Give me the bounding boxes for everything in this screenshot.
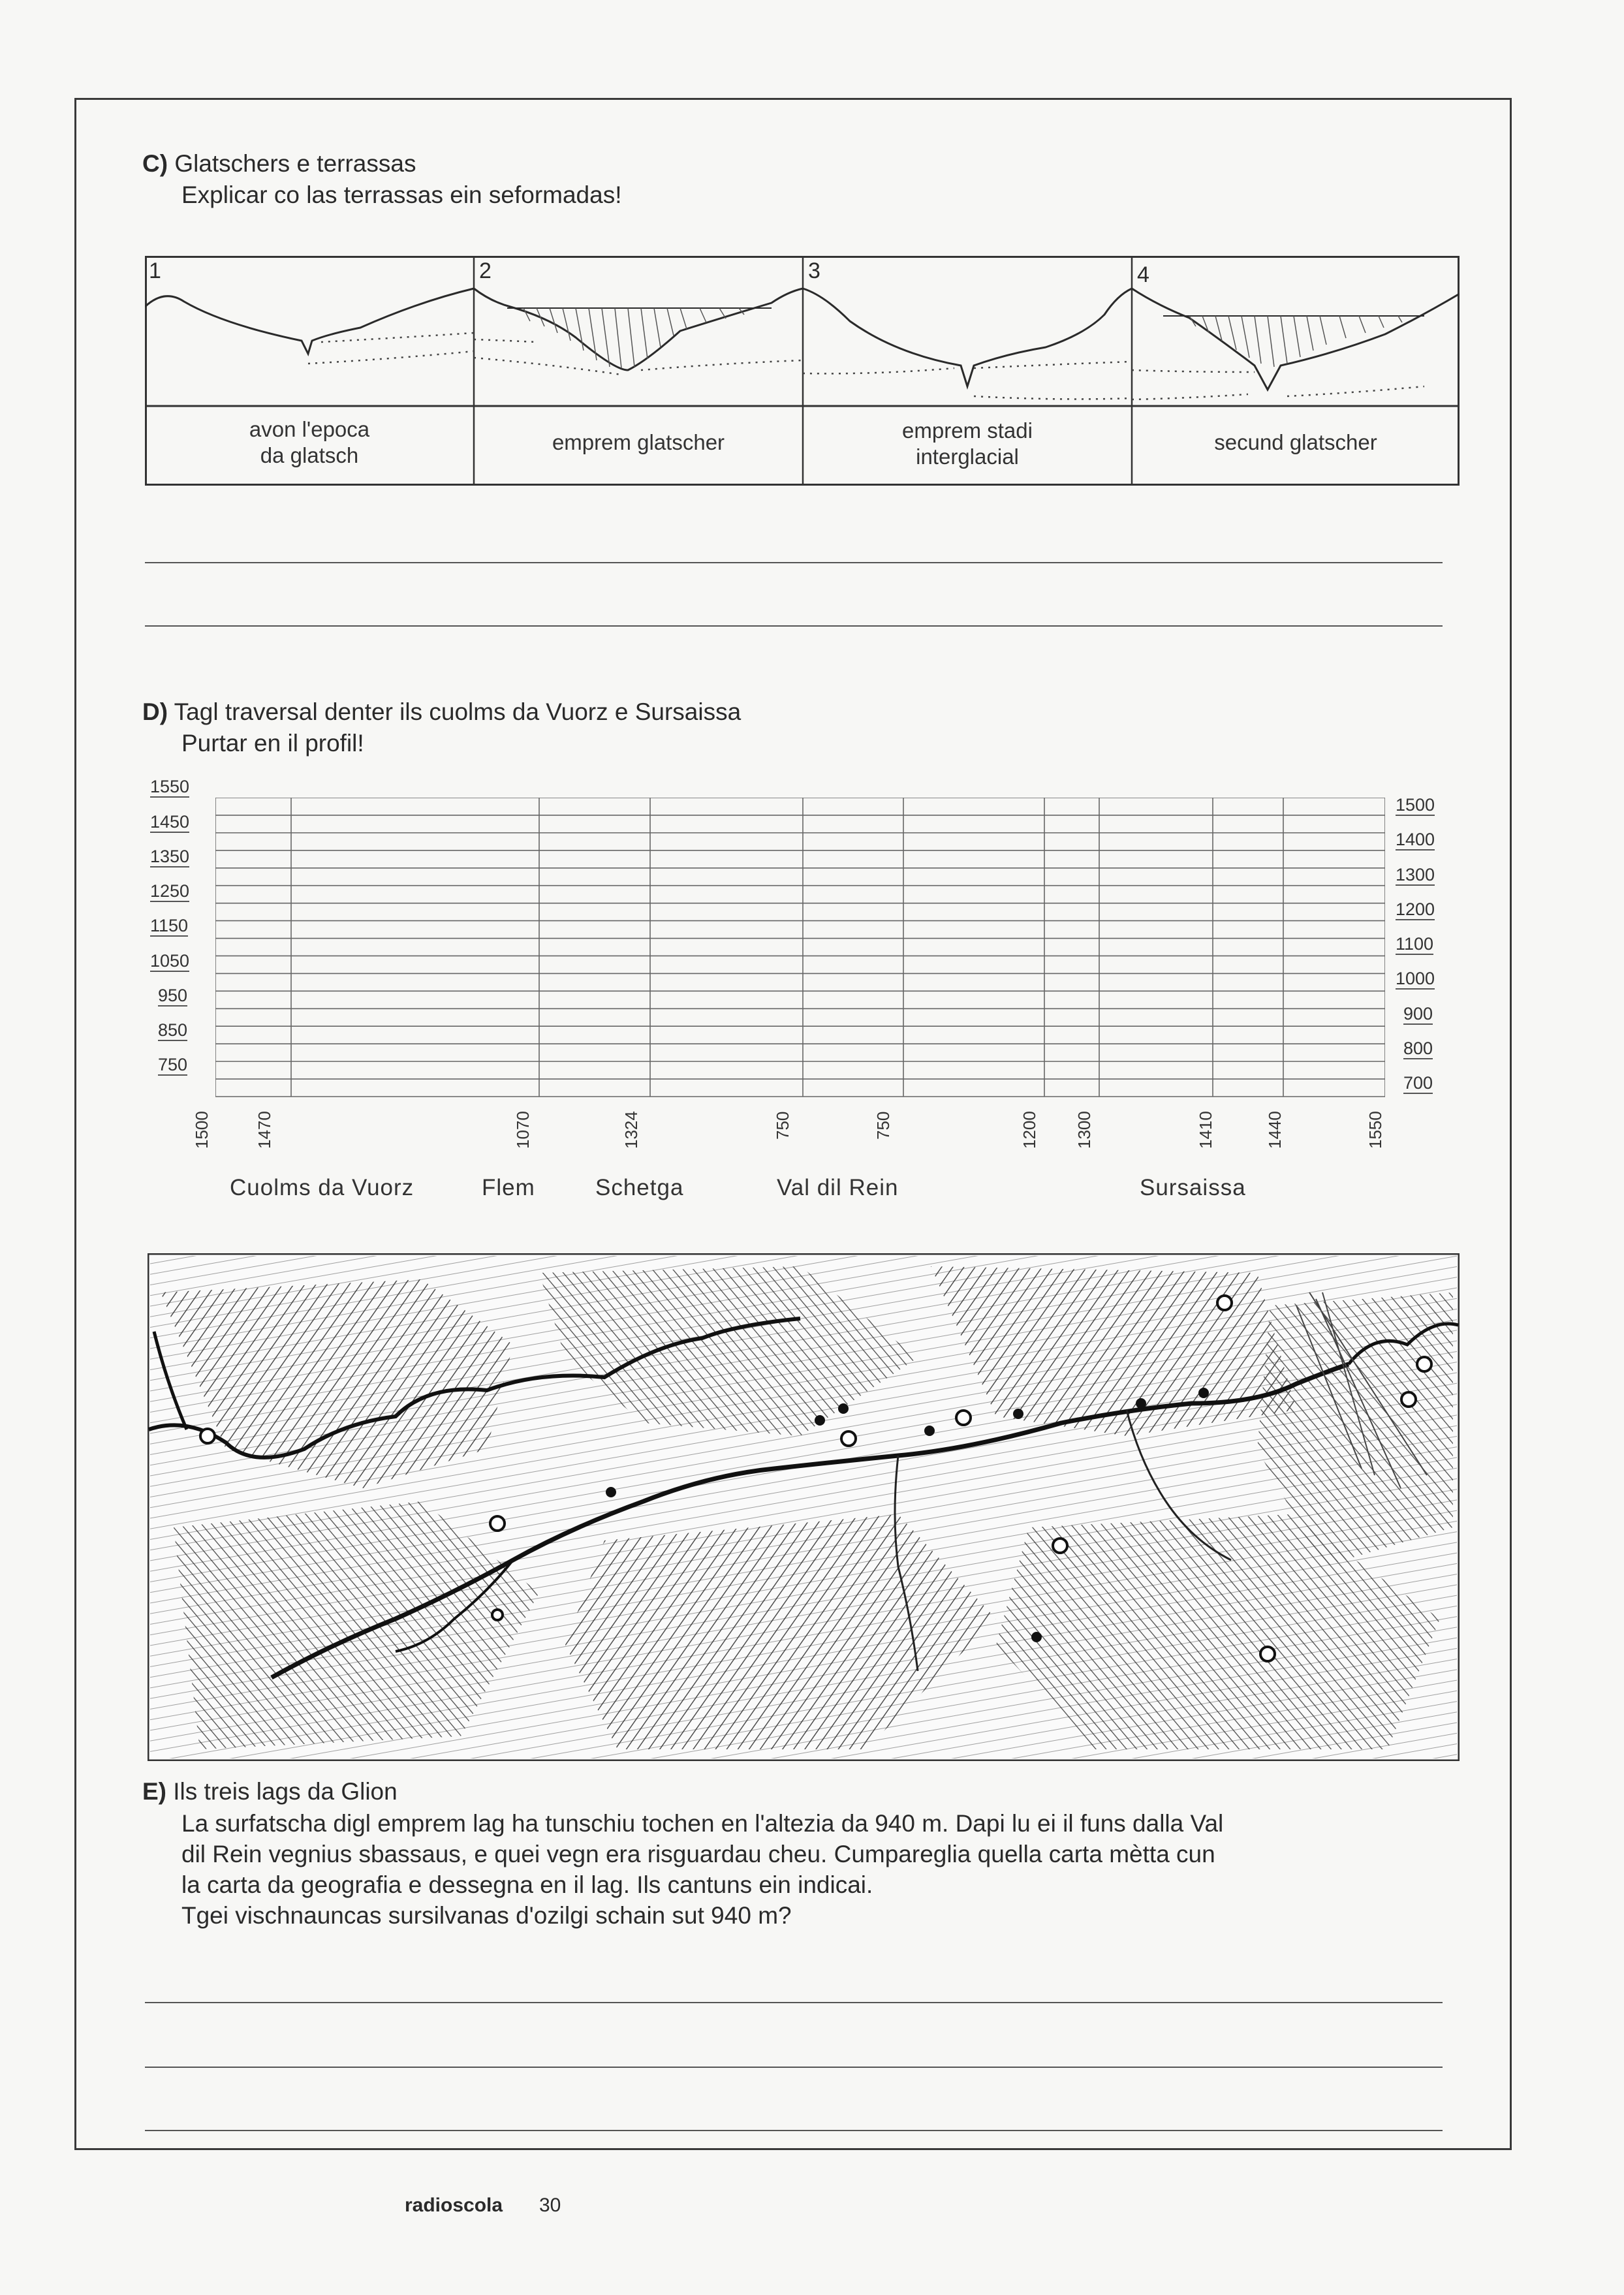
panel-3-number: 3 — [808, 258, 820, 283]
section-e-text-line: la carta da geografia e dessegna en il lag. Ils cantuns ein indicai. — [181, 1871, 873, 1898]
panel-4-caption: secund glatscher — [1214, 430, 1377, 454]
section-e-text-line: dil Rein vegnius sbassaus, e quei vegn era risguardau cheu. Cumpareglia quella carta mètta cun — [181, 1841, 1215, 1867]
section-c-letter: C) — [142, 150, 168, 177]
x-tick-label: 750 — [873, 1111, 893, 1140]
section-e-question: Tgei vischnauncas sursilvanas d'ozilgi schain sut 940 m? — [181, 1902, 792, 1929]
left-axis-label: 850 — [158, 1020, 188, 1040]
x-tick-label: 1410 — [1196, 1111, 1215, 1149]
right-axis-label: 800 — [1403, 1038, 1433, 1058]
section-e-title: Ils treis lags da Glion — [173, 1778, 398, 1805]
answer-line-e-2[interactable] — [145, 2067, 1443, 2068]
right-axis-label: 900 — [1403, 1004, 1433, 1023]
section-d-letter: D) — [142, 698, 168, 725]
place-flem: Flem — [482, 1175, 535, 1200]
x-tick-label: 1440 — [1265, 1111, 1285, 1149]
page-number: 30 — [539, 2194, 561, 2216]
right-axis-label: 1000 — [1396, 969, 1435, 988]
left-axis-label: 750 — [158, 1055, 188, 1074]
panel-1-number: 1 — [149, 258, 161, 283]
answer-line-c-1[interactable] — [145, 562, 1443, 563]
panel-4-number: 4 — [1137, 262, 1149, 287]
section-d-title: Tagl traversal denter ils cuolms da Vuorz e Sursaissa — [174, 698, 742, 725]
x-tick-label: 1070 — [513, 1111, 533, 1149]
relief-map — [148, 1253, 1460, 1761]
left-axis-label: 1050 — [150, 951, 190, 971]
left-axis-label: 1450 — [150, 812, 190, 832]
left-axis-label: 1550 — [150, 777, 190, 796]
x-tick-label: 750 — [773, 1111, 792, 1140]
answer-line-c-2[interactable] — [145, 625, 1443, 627]
left-axis-label: 1250 — [150, 881, 190, 901]
section-c-instruction: Explicar co las terrassas ein seformadas! — [181, 181, 622, 208]
right-axis-label: 1400 — [1396, 830, 1435, 849]
right-axis-label: 1200 — [1396, 899, 1435, 919]
x-tick-label: 1550 — [1366, 1111, 1385, 1149]
section-e-heading — [142, 1777, 398, 1807]
left-axis-label: 1350 — [150, 847, 190, 866]
right-axis-label: 700 — [1403, 1073, 1433, 1093]
section-d-instruction: Purtar en il profil! — [181, 730, 364, 757]
x-tick-label: 1324 — [621, 1111, 641, 1149]
glacier-terrace-diagram — [145, 256, 1460, 486]
left-axis-label: 950 — [158, 986, 188, 1005]
panel-2-caption: emprem glatscher — [552, 430, 725, 454]
panel-1-caption: avon l'epoca da glatsch — [249, 417, 370, 467]
place-cuolms-da-vuorz: Cuolms da Vuorz — [230, 1175, 414, 1200]
x-tick-label: 1200 — [1020, 1111, 1039, 1149]
right-axis-label: 1500 — [1396, 795, 1435, 815]
right-axis-label: 1300 — [1396, 865, 1435, 884]
x-tick-label: 1470 — [255, 1111, 274, 1149]
place-sursaissa: Sursaissa — [1140, 1175, 1246, 1200]
panel-3-caption: emprem stadi interglacial — [902, 418, 1033, 469]
section-d-heading — [142, 697, 741, 727]
section-e-text-line: La surfatscha digl emprem lag ha tunschiu tochen en l'altezia da 940 m. Dapi lu ei il funs dalla Val — [181, 1810, 1224, 1837]
x-tick-label: 1500 — [192, 1111, 211, 1149]
x-tick-label: 1300 — [1074, 1111, 1094, 1149]
place-schetga: Schetga — [595, 1175, 684, 1200]
section-e-letter: E) — [142, 1778, 166, 1805]
answer-line-e-1[interactable] — [145, 2002, 1443, 2003]
answer-line-e-3[interactable] — [145, 2130, 1443, 2131]
panel-2-number: 2 — [479, 258, 492, 283]
right-axis-label: 1100 — [1396, 934, 1434, 954]
section-c-title: Glatschers e terrassas — [174, 150, 416, 177]
section-c-heading — [142, 149, 416, 179]
place-val-dil-rein: Val dil Rein — [777, 1175, 899, 1200]
footer-brand: radioscola — [405, 2194, 503, 2216]
left-axis-label: 1150 — [150, 916, 189, 935]
profile-grid[interactable] — [215, 798, 1385, 1104]
